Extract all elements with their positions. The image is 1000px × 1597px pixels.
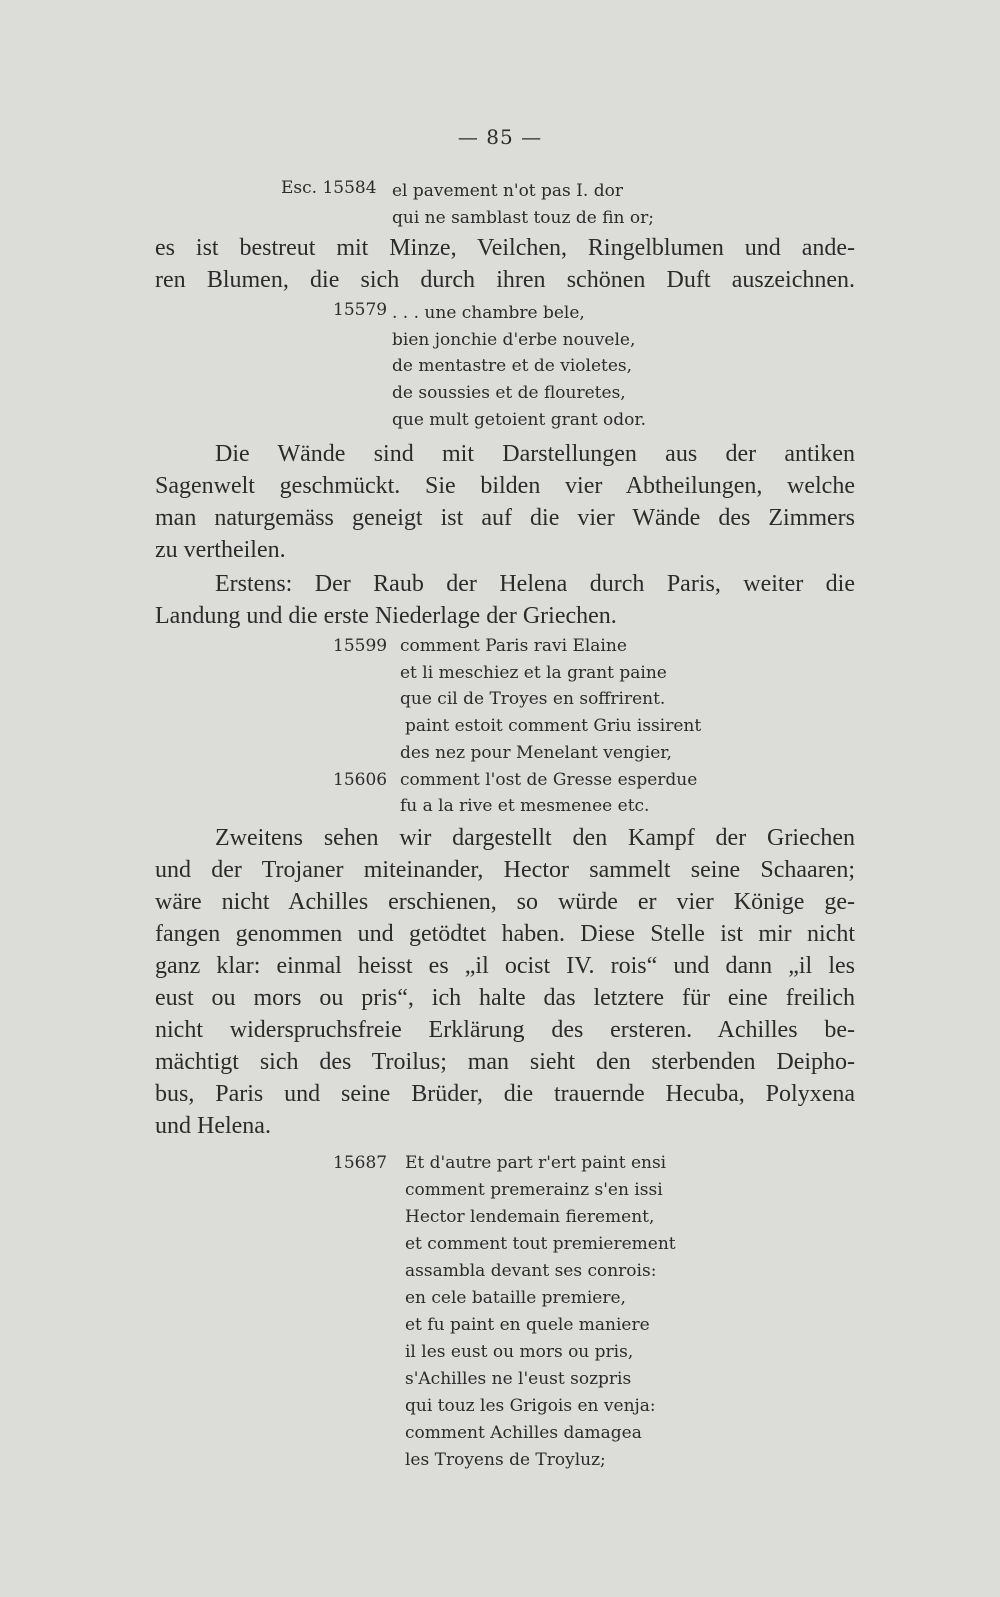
text-line: bus, Paris und seine Brüder, die trauernde Hecuba, Polyxena <box>155 1081 855 1107</box>
verse-line: paint estoit comment Griu issirent <box>405 716 702 737</box>
verse-line: el pavement n'ot pas I. dor <box>392 181 623 201</box>
quote2-verse <box>392 300 646 434</box>
page-number: — 85 — <box>457 125 543 149</box>
verse-line: assambla devant ses conrois: <box>405 1261 657 1281</box>
verse-line: de soussies et de flouretes, <box>392 383 626 404</box>
verse-line: de mentastre et de violetes, <box>392 356 633 377</box>
quote1-reference: Esc. 15584 <box>281 178 377 198</box>
verse-line: qui ne samblast touz de fin or; <box>392 207 654 228</box>
paragraph-2 <box>155 438 855 566</box>
text-line: und Helena. <box>155 1113 271 1139</box>
verse-line-number: 15687 <box>333 1153 388 1173</box>
verse-line: fu a la rive et mesmenee etc. <box>400 796 650 817</box>
text-line: Zweitens sehen wir dargestellt den Kampf der Griechen <box>215 825 855 851</box>
verse-line: Hector lendemain fierement, <box>405 1207 655 1227</box>
text-line: fangen genommen und getödtet haben. Diese Stelle ist mir nicht <box>155 921 855 947</box>
verse-line: et li meschiez et la grant paine <box>400 662 667 683</box>
verse-line: 15687 Et d'autre part r'ert paint ensi <box>333 1150 676 1177</box>
text-line: ren Blumen, die sich durch ihren schönen Duft auszeichnen. <box>155 267 855 293</box>
quote2-line-number: 15579 <box>333 300 388 320</box>
text-line: Die Wände sind mit Darstellungen aus der antiken <box>215 441 855 467</box>
verse-line: il les eust ou mors ou pris, <box>405 1342 634 1362</box>
verse-line: bien jonchie d'erbe nouvele, <box>392 329 636 350</box>
quote4-verse <box>333 1150 676 1474</box>
text-line: und der Trojaner miteinander, Hector sammelt seine Schaaren; <box>155 857 855 883</box>
paragraph-3 <box>155 568 855 632</box>
paragraph-1 <box>155 232 855 296</box>
verse-line: en cele bataille premiere, <box>405 1288 626 1308</box>
verse-line: et fu paint en quele maniere <box>405 1315 650 1335</box>
verse-line: que cil de Troyes en soffrirent. <box>400 689 666 710</box>
verse-line: des nez pour Menelant vengier, <box>400 742 672 763</box>
text-line: Sagenwelt geschmückt. Sie bilden vier Abtheilungen, welche <box>155 473 855 499</box>
paragraph-4 <box>155 822 855 1142</box>
verse-line: comment Achilles damagea <box>405 1423 642 1443</box>
text-line: zu vertheilen. <box>155 537 286 563</box>
verse-line: . . . une chambre bele, <box>392 303 585 323</box>
verse-line: et comment tout premierement <box>405 1234 676 1254</box>
text-line: Erstens: Der Raub der Helena durch Paris, weiter die <box>215 571 855 597</box>
verse-line: que mult getoient grant odor. <box>392 409 647 430</box>
verse-line-number: 15599 <box>333 636 388 656</box>
verse-line: comment premerainz s'en issi <box>405 1180 663 1200</box>
text-line: wäre nicht Achilles erschienen, so würde er vier Könige ge- <box>155 889 855 915</box>
verse-line: s'Achilles ne l'eust sozpris <box>405 1369 632 1389</box>
quote3-verse <box>333 633 701 820</box>
text-line: eust ou mors ou pris“, ich halte das letztere für eine freilich <box>155 985 855 1011</box>
verse-line: 15606 comment l'ost de Gresse esperdue <box>333 767 701 794</box>
verse-line: 15599 comment Paris ravi Elaine <box>333 633 701 660</box>
text-line: es ist bestreut mit Minze, Veilchen, Ringelblumen und ande- <box>155 235 855 261</box>
text-line: Landung und die erste Niederlage der Griechen. <box>155 603 617 629</box>
quote1-verse <box>392 178 654 231</box>
verse-line: les Troyens de Troyluz; <box>405 1450 606 1470</box>
verse-line: qui touz les Grigois en venja: <box>405 1396 656 1416</box>
text-line: mächtigt sich des Troilus; man sieht den sterbenden Deipho- <box>155 1049 855 1075</box>
verse-line-number: 15606 <box>333 769 388 790</box>
text-line: ganz klar: einmal heisst es „il ocist IV. rois“ und dann „il les <box>155 953 855 979</box>
text-line: nicht widerspruchsfreie Erklärung des ersteren. Achilles be- <box>155 1017 855 1043</box>
text-line: man naturgemäss geneigt ist auf die vier Wände des Zimmers <box>155 505 855 531</box>
